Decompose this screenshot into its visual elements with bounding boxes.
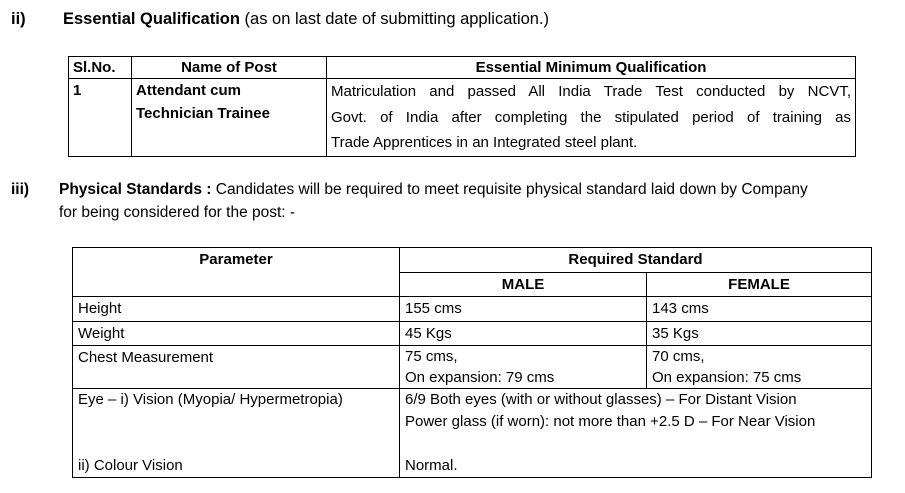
male-chest-line: On expansion: 79 cms bbox=[405, 369, 555, 386]
section-text: Candidates will be required to meet requisite physical standard laid down by Company bbox=[211, 181, 808, 198]
table-row bbox=[73, 321, 872, 346]
section-essential-qualification-heading bbox=[11, 10, 549, 29]
section-physical-standards-heading bbox=[11, 181, 808, 199]
cell-qualification bbox=[327, 79, 856, 157]
header-required-standard: Required Standard bbox=[400, 248, 872, 273]
param-eye-vision: Eye – i) Vision (Myopia/ Hypermetropia) bbox=[73, 389, 400, 434]
header-essential-qualification: Essential Minimum Qualification bbox=[327, 57, 856, 79]
header-sl-no: Sl.No. bbox=[69, 57, 132, 79]
header-parameter: Parameter bbox=[73, 248, 400, 273]
table-row bbox=[73, 433, 872, 478]
female-chest bbox=[647, 346, 872, 389]
section-title: Physical Standards : bbox=[59, 181, 212, 198]
cell-sl-no: 1 bbox=[69, 79, 132, 157]
eye-vision-line: 6/9 Both eyes (with or without glasses) – For Distant Vision bbox=[405, 391, 797, 408]
table-row bbox=[69, 79, 856, 157]
female-weight: 35 Kgs bbox=[647, 321, 872, 346]
table-row bbox=[73, 389, 872, 434]
table-row bbox=[73, 297, 872, 322]
male-chest bbox=[400, 346, 647, 389]
eye-vision-value bbox=[400, 389, 872, 434]
qualification-line: Matriculation and passed All India Trade Test conducted by NCVT, bbox=[331, 83, 851, 100]
header-female: FEMALE bbox=[647, 272, 872, 297]
male-chest-line: 75 cms, bbox=[405, 348, 458, 365]
qualification-line: Govt. of India after completing the stipulated period of training as bbox=[331, 108, 851, 126]
header-name-of-post: Name of Post bbox=[132, 57, 327, 79]
colour-vision-value: Normal. bbox=[400, 433, 872, 478]
table-header-row bbox=[69, 57, 856, 79]
table-header-row bbox=[73, 248, 872, 273]
female-chest-line: On expansion: 75 cms bbox=[652, 369, 802, 386]
header-male: MALE bbox=[400, 272, 647, 297]
physical-standards-table bbox=[72, 247, 872, 478]
section-note: (as on last date of submitting application.) bbox=[239, 10, 550, 28]
female-chest-line: 70 cms, bbox=[652, 348, 705, 365]
section-title: Essential Qualification bbox=[63, 10, 240, 28]
param-weight: Weight bbox=[73, 321, 400, 346]
qualification-line: Trade Apprentices in an Integrated steel plant. bbox=[331, 134, 638, 151]
eye-vision-line: Power glass (if worn): not more than +2.5 D – For Near Vision bbox=[405, 413, 816, 430]
cell-post-name bbox=[132, 79, 327, 157]
table-subheader-row bbox=[73, 272, 872, 297]
table-row bbox=[73, 346, 872, 389]
param-chest: Chest Measurement bbox=[73, 346, 400, 389]
male-height: 155 cms bbox=[400, 297, 647, 322]
post-line: Technician Trainee bbox=[136, 105, 270, 122]
female-height: 143 cms bbox=[647, 297, 872, 322]
param-height: Height bbox=[73, 297, 400, 322]
section-number: iii) bbox=[11, 181, 30, 198]
section-text-continued: for being considered for the post: - bbox=[59, 204, 296, 221]
param-colour-vision: ii) Colour Vision bbox=[73, 433, 400, 478]
section-number: ii) bbox=[11, 10, 26, 28]
qualification-table bbox=[68, 56, 856, 157]
male-weight: 45 Kgs bbox=[400, 321, 647, 346]
post-line: Attendant cum bbox=[136, 82, 241, 99]
